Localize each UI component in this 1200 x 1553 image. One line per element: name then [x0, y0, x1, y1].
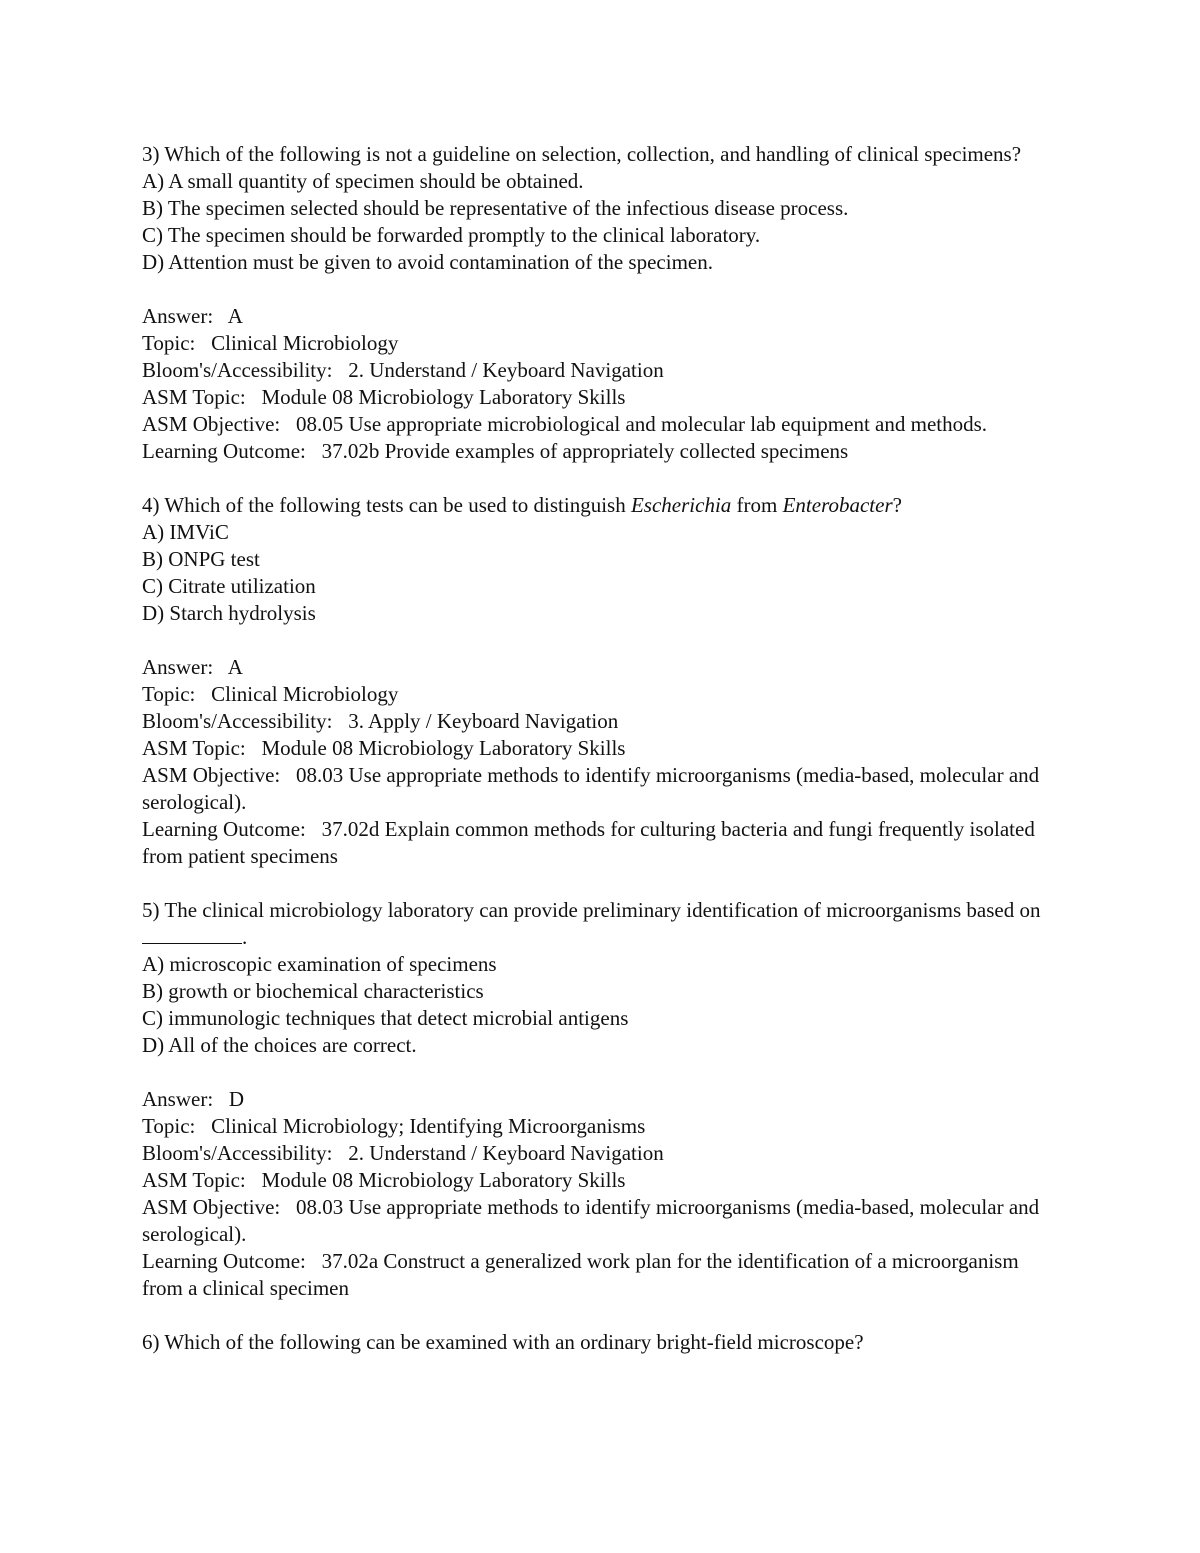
option-b: B) The specimen selected should be representative of the infectious disease process. — [142, 196, 849, 220]
learning-outcome: Learning Outcome: 37.02a Construct a generalized work plan for the identification of a microorganism from a clinical specimen — [142, 1249, 1024, 1300]
option-a: A) microscopic examination of specimens — [142, 952, 497, 976]
topic: Topic: Clinical Microbiology; Identifying Microorganisms — [142, 1114, 646, 1138]
blooms-accessibility: Bloom's/Accessibility: 2. Understand / Keyboard Navigation — [142, 358, 664, 382]
blooms-accessibility: Bloom's/Accessibility: 2. Understand / Keyboard Navigation — [142, 1141, 664, 1165]
question-stem — [142, 492, 1062, 519]
asm-topic: ASM Topic: Module 08 Microbiology Laboratory Skills — [142, 385, 626, 409]
genus-enterobacter: Enterobacter — [782, 493, 893, 517]
option-a: A) IMViC — [142, 520, 229, 544]
option-b: B) growth or biochemical characteristics — [142, 979, 484, 1003]
asm-objective: ASM Objective: 08.03 Use appropriate methods to identify microorganisms (media-based, molecular and serological). — [142, 1195, 1045, 1246]
spacer — [142, 1302, 1062, 1329]
spacer — [142, 276, 1062, 303]
asm-objective: ASM Objective: 08.03 Use appropriate methods to identify microorganisms (media-based, molecular and serological). — [142, 763, 1045, 814]
answer: Answer: A — [142, 304, 243, 328]
spacer — [142, 465, 1062, 492]
genus-escherichia: Escherichia — [630, 493, 732, 517]
option-d: D) Attention must be given to avoid contamination of the specimen. — [142, 250, 713, 274]
spacer — [142, 627, 1062, 654]
spacer — [142, 870, 1062, 897]
topic: Topic: Clinical Microbiology — [142, 682, 399, 706]
stem-text: 4) Which of the following tests can be used to distinguish — [142, 493, 631, 517]
question-block-6 — [142, 1329, 1062, 1356]
answer: Answer: A — [142, 655, 243, 679]
question-stem: 3) Which of the following is not a guideline on selection, collection, and handling of clinical specimens? — [142, 142, 1022, 166]
answer: Answer: D — [142, 1087, 245, 1111]
option-b: B) ONPG test — [142, 547, 260, 571]
option-c: C) The specimen should be forwarded promptly to the clinical laboratory. — [142, 223, 761, 247]
page-content — [142, 141, 1062, 1356]
option-a: A) A small quantity of specimen should be obtained. — [142, 169, 584, 193]
question-stem: 6) Which of the following can be examined with an ordinary bright-field microscope? — [142, 1330, 864, 1354]
question-stem — [142, 897, 1062, 951]
asm-topic: ASM Topic: Module 08 Microbiology Laboratory Skills — [142, 736, 626, 760]
spacer — [142, 1059, 1062, 1086]
option-c: C) Citrate utilization — [142, 574, 316, 598]
topic: Topic: Clinical Microbiology — [142, 331, 399, 355]
blooms-accessibility: Bloom's/Accessibility: 3. Apply / Keyboard Navigation — [142, 709, 619, 733]
asm-objective: ASM Objective: 08.05 Use appropriate microbiological and molecular lab equipment and methods. — [142, 412, 988, 436]
question-block-4 — [142, 492, 1062, 870]
question-block-3 — [142, 141, 1062, 465]
stem-text: ? — [892, 493, 902, 517]
learning-outcome: Learning Outcome: 37.02b Provide examples of appropriately collected specimens — [142, 439, 849, 463]
fill-in-blank — [142, 925, 242, 944]
option-d: D) All of the choices are correct. — [142, 1033, 417, 1057]
option-c: C) immunologic techniques that detect microbial antigens — [142, 1006, 629, 1030]
learning-outcome: Learning Outcome: 37.02d Explain common methods for culturing bacteria and fungi frequently isolated from patient specimens — [142, 817, 1041, 868]
stem-text: from — [731, 493, 783, 517]
option-d: D) Starch hydrolysis — [142, 601, 316, 625]
asm-topic: ASM Topic: Module 08 Microbiology Laboratory Skills — [142, 1168, 626, 1192]
question-block-5 — [142, 897, 1062, 1302]
stem-text: . — [242, 925, 248, 949]
stem-text: 5) The clinical microbiology laboratory can provide preliminary identification of microorganisms based on — [142, 898, 1041, 922]
